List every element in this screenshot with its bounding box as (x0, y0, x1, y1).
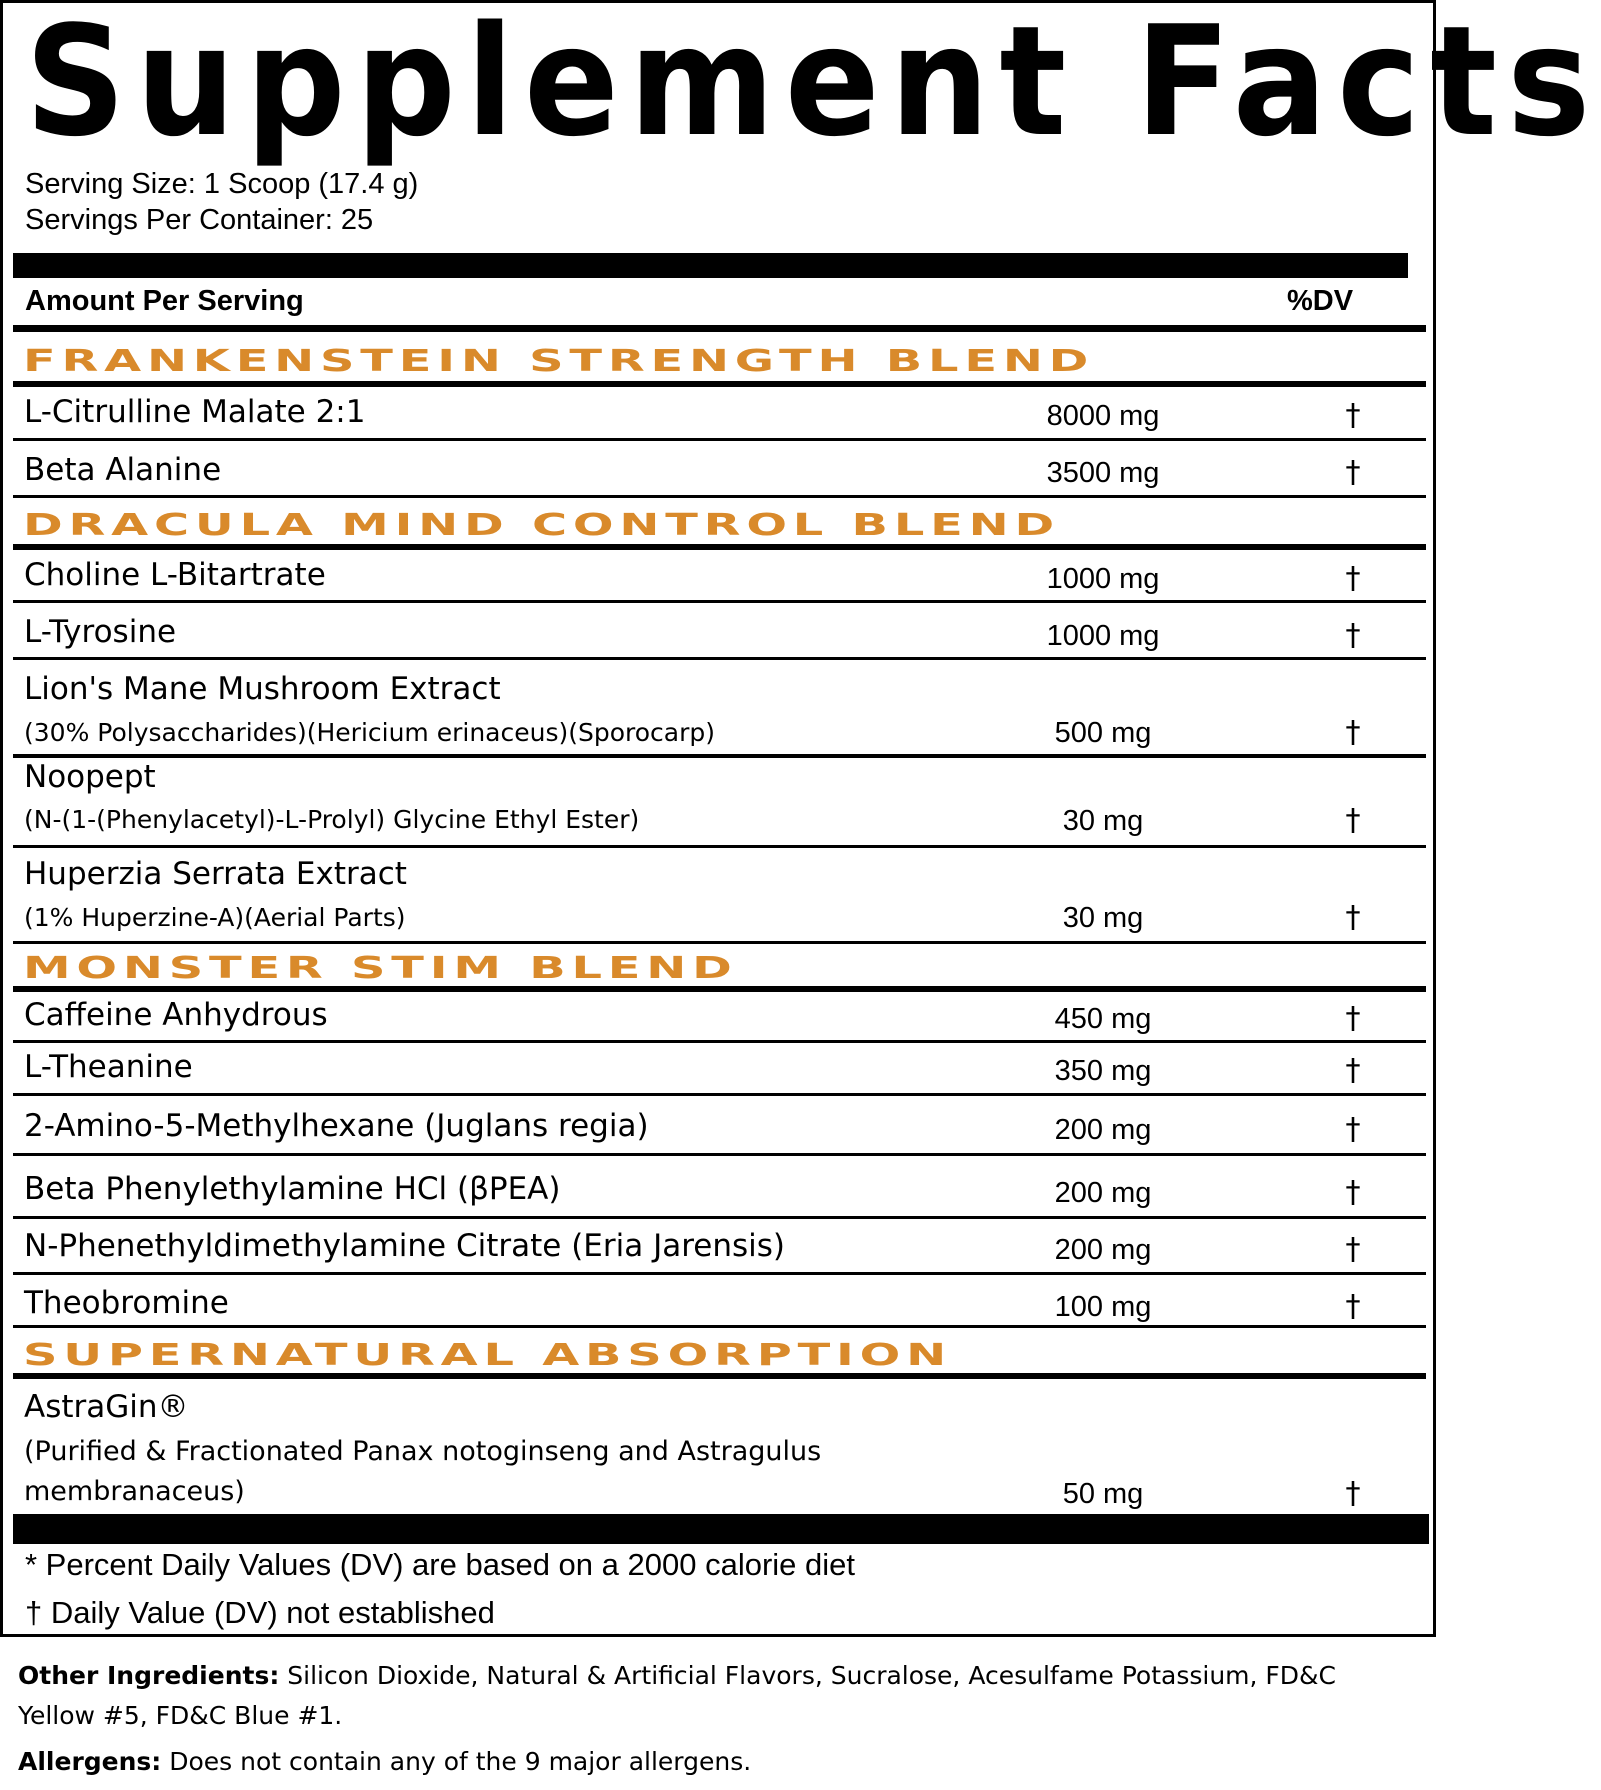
ingredient-dv: † (1345, 618, 1361, 653)
ingredient-dv: † (1345, 455, 1361, 490)
footnote-dagger: † Daily Value (DV) not established (25, 1595, 495, 1630)
ingredient-detail: (N-(1-(Phenylacetyl)-L-Prolyl) Glycine Ethyl Ester) (24, 805, 640, 834)
ingredient-name: Beta Phenylethylamine HCl (βPEA) (24, 1171, 561, 1207)
row-divider (13, 941, 1426, 944)
amount-per-serving-header: Amount Per Serving (25, 285, 304, 317)
row-divider (13, 600, 1426, 603)
ingredient-name: L-Citrulline Malate 2:1 (24, 394, 366, 430)
thick-divider-bottom (13, 1514, 1429, 1544)
row-divider (13, 1325, 1426, 1328)
blend-title-dracula: DRACULA MIND CONTROL BLEND (23, 506, 1060, 543)
row-divider (13, 1153, 1426, 1156)
ingredient-amount: 350 mg (1054, 1055, 1152, 1087)
other-ingredients (18, 1656, 1418, 1736)
row-divider (13, 1272, 1426, 1275)
row-divider (13, 754, 1426, 758)
allergens (18, 1742, 1418, 1782)
blend-title-supernatural: SUPERNATURAL ABSORPTION (23, 1336, 952, 1373)
ingredient-name: L-Tyrosine (24, 614, 177, 650)
ingredient-amount: 200 mg (1054, 1177, 1152, 1209)
ingredient-dv: † (1345, 561, 1361, 596)
ingredient-detail: (30% Polysaccharides)(Hericium erinaceus)(Sporocarp) (24, 718, 716, 747)
ingredient-dv: † (1345, 1289, 1361, 1324)
serving-size: Serving Size: 1 Scoop (17.4 g) (25, 168, 419, 200)
ingredient-amount: 100 mg (1054, 1291, 1152, 1323)
other-ingredients-label: Other Ingredients: (18, 1661, 280, 1690)
row-divider (13, 495, 1426, 498)
allergens-label: Allergens: (18, 1747, 162, 1776)
ingredient-detail: (Purified & Fractionated Panax notoginseng and Astragulus (24, 1436, 822, 1467)
ingredient-dv: † (1345, 1112, 1361, 1147)
ingredient-dv: † (1345, 1053, 1361, 1088)
ingredient-dv: † (1345, 715, 1361, 750)
ingredient-amount: 1000 mg (1046, 620, 1160, 652)
row-divider (13, 1040, 1426, 1043)
row-divider (13, 657, 1426, 660)
blend-divider (13, 1373, 1426, 1379)
dv-column-header: %DV (1287, 285, 1354, 317)
panel-title: Supplement Facts (25, 0, 1601, 170)
ingredient-amount: 3500 mg (1046, 457, 1160, 489)
ingredient-amount: 500 mg (1054, 717, 1152, 749)
ingredient-name: Lion's Mane Mushroom Extract (24, 671, 501, 707)
ingredient-dv: † (1345, 900, 1361, 935)
ingredient-name: AstraGin® (24, 1389, 189, 1425)
ingredient-dv: † (1345, 398, 1361, 433)
servings-per-container: Servings Per Container: 25 (25, 204, 374, 236)
row-divider (13, 1093, 1426, 1096)
row-divider (13, 438, 1426, 441)
blend-divider (13, 986, 1426, 992)
ingredient-name: Choline L-Bitartrate (24, 557, 326, 593)
ingredient-name: N-Phenethyldimethylamine Citrate (Eria Jarensis) (24, 1228, 786, 1264)
header-divider (13, 325, 1426, 332)
ingredient-amount: 200 mg (1054, 1234, 1152, 1266)
ingredient-detail: (1% Huperzine-A)(Aerial Parts) (24, 903, 406, 932)
ingredient-amount: 8000 mg (1046, 400, 1160, 432)
ingredient-amount: 450 mg (1054, 1003, 1152, 1035)
ingredient-name: Caffeine Anhydrous (24, 997, 328, 1033)
ingredient-amount: 1000 mg (1046, 563, 1160, 595)
ingredient-name: L-Theanine (24, 1049, 193, 1085)
thick-divider (13, 253, 1408, 278)
ingredient-detail: membranaceus) (24, 1476, 245, 1507)
ingredient-amount: 200 mg (1054, 1114, 1152, 1146)
blend-title-frankenstein: FRANKENSTEIN STRENGTH BLEND (23, 342, 1095, 379)
ingredient-name: Huperzia Serrata Extract (24, 856, 407, 892)
ingredient-dv: † (1345, 1001, 1361, 1036)
ingredient-dv: † (1345, 1232, 1361, 1267)
blend-title-monster: MONSTER STIM BLEND (23, 949, 738, 986)
ingredient-dv: † (1345, 1175, 1361, 1210)
blend-divider (13, 544, 1426, 550)
allergens-text: Does not contain any of the 9 major allergens. (161, 1747, 752, 1776)
ingredient-name: 2-Amino-5-Methylhexane (Juglans regia) (24, 1108, 649, 1144)
ingredient-amount: 50 mg (1062, 1478, 1144, 1510)
footnote-percent-dv: * Percent Daily Values (DV) are based on a 2000 calorie diet (25, 1547, 855, 1582)
ingredient-amount: 30 mg (1062, 805, 1144, 837)
ingredient-name: Theobromine (24, 1285, 229, 1321)
row-divider (13, 845, 1426, 848)
ingredient-dv: † (1345, 803, 1361, 838)
other-ingredients-text: Silicon Dioxide, Natural & Artificial Flavors, Sucralose, Acesulfame Potassium, FD&C Yellow #5, FD&C Blue #1. (18, 1661, 1337, 1730)
ingredient-name: Noopept (24, 759, 156, 795)
ingredient-dv: † (1345, 1476, 1361, 1511)
ingredient-name: Beta Alanine (24, 452, 222, 488)
row-divider (13, 1216, 1426, 1219)
blend-divider (13, 381, 1426, 387)
ingredient-amount: 30 mg (1062, 902, 1144, 934)
